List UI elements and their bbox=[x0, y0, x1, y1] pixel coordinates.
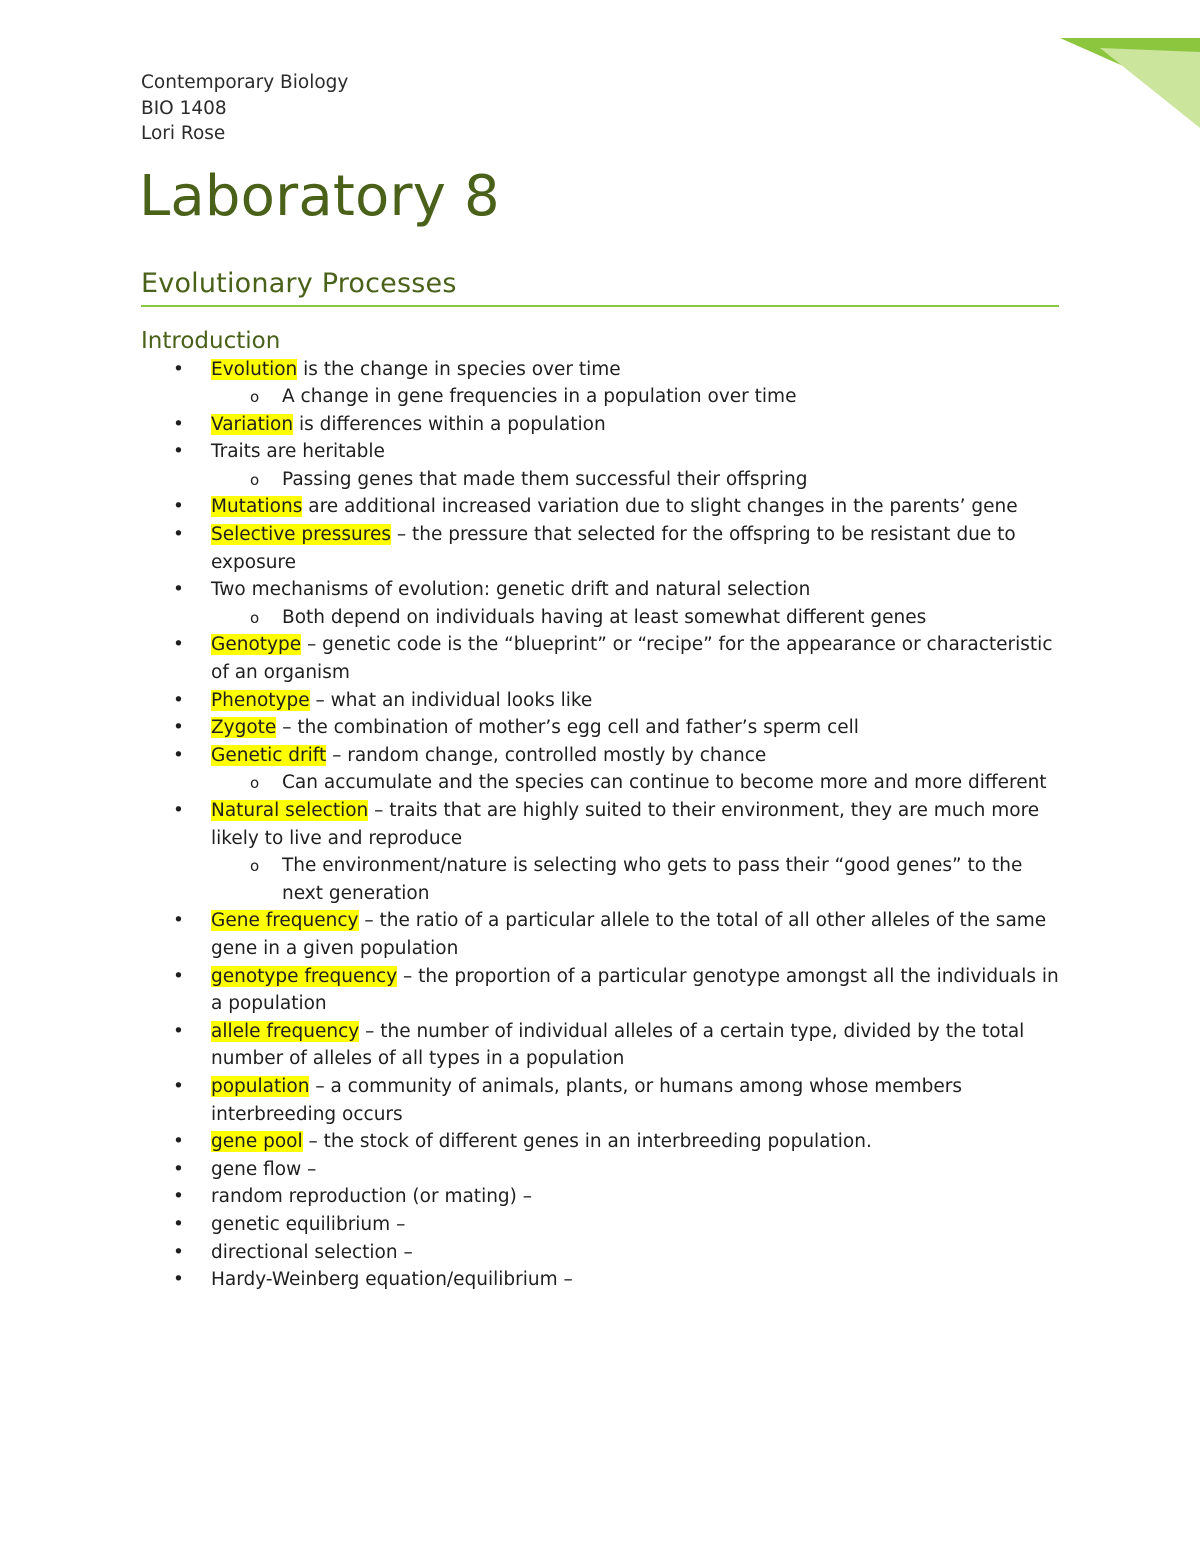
corner-leaf-light bbox=[1100, 48, 1200, 128]
item-text: is differences within a population bbox=[293, 413, 606, 435]
sub-list-item bbox=[141, 466, 1059, 494]
sub-item-text: Can accumulate and the species can continue to become more and more different bbox=[282, 772, 1047, 794]
highlighted-term: Selective pressures bbox=[211, 524, 391, 546]
bullet-icon: • bbox=[173, 965, 184, 987]
highlighted-term: Natural selection bbox=[211, 800, 369, 821]
bullet-icon: • bbox=[173, 358, 184, 380]
bullet-icon: • bbox=[173, 1269, 184, 1291]
bullet-icon: • bbox=[173, 1186, 184, 1208]
highlighted-term: allele frequency bbox=[211, 1020, 360, 1042]
item-text: – random change, controlled mostly by chance bbox=[326, 744, 767, 766]
list-item bbox=[141, 438, 1059, 466]
bullet-icon: • bbox=[173, 1131, 184, 1153]
highlighted-term: Gene frequency bbox=[211, 910, 359, 932]
highlighted-term: Mutations bbox=[211, 496, 303, 518]
list-item bbox=[141, 1018, 1059, 1073]
bullet-icon: • bbox=[173, 413, 184, 435]
item-text: – the proportion of a particular genotype amongst all the individuals in a population bbox=[211, 965, 1059, 1015]
sub-item-text: Passing genes that made them successful their offspring bbox=[282, 468, 808, 490]
highlighted-term: gene pool bbox=[211, 1131, 303, 1153]
list-item bbox=[141, 963, 1059, 1018]
sub-list-item bbox=[141, 769, 1059, 797]
item-text: – a community of animals, plants, or humans among whose members interbreeding occurs bbox=[211, 1075, 963, 1125]
bullet-icon: • bbox=[173, 800, 184, 821]
document-page bbox=[141, 70, 1059, 1294]
sub-list-item bbox=[141, 383, 1059, 411]
list-item bbox=[141, 411, 1059, 439]
item-text: directional selection – bbox=[211, 1241, 413, 1263]
sub-item-text: Both depend on individuals having at least somewhat different genes bbox=[282, 606, 927, 628]
highlighted-term: Zygote bbox=[211, 717, 277, 739]
highlighted-term: Phenotype bbox=[211, 689, 310, 711]
list-item bbox=[141, 1073, 1059, 1128]
item-text: Hardy-Weinberg equation/equilibrium – bbox=[211, 1269, 573, 1291]
author-name: Lori Rose bbox=[141, 123, 226, 144]
list-item bbox=[141, 687, 1059, 715]
sub-bullet-icon: o bbox=[250, 388, 260, 407]
item-text: Two mechanisms of evolution: genetic drift and natural selection bbox=[211, 579, 811, 601]
list-item bbox=[141, 1239, 1059, 1267]
highlighted-term: Genetic drift bbox=[211, 744, 327, 766]
list-item bbox=[141, 356, 1059, 384]
sub-list-item bbox=[141, 604, 1059, 632]
highlighted-term: population bbox=[211, 1075, 310, 1097]
list-item bbox=[141, 521, 1059, 576]
list-item bbox=[141, 1183, 1059, 1211]
sub-bullet-icon: o bbox=[250, 608, 260, 627]
bullet-icon: • bbox=[173, 1213, 184, 1235]
list-item bbox=[141, 1156, 1059, 1184]
list-item bbox=[141, 631, 1059, 686]
highlighted-term: Genotype bbox=[211, 634, 302, 656]
bullet-icon: • bbox=[173, 1241, 184, 1263]
list-item bbox=[141, 576, 1059, 604]
sub-item-text: The environment/nature is selecting who gets to pass their “good genes” to the next generation bbox=[282, 855, 1023, 904]
definition-list bbox=[141, 356, 1059, 1294]
sub-bullet-icon: o bbox=[250, 470, 260, 489]
item-text: – the pressure that selected for the offspring to be resistant due to exposure bbox=[211, 524, 1016, 573]
list-item bbox=[141, 714, 1059, 742]
item-text: genetic equilibrium – bbox=[211, 1213, 406, 1235]
bullet-icon: • bbox=[173, 1020, 184, 1042]
sub-bullet-icon: o bbox=[250, 774, 260, 793]
page-subtitle: Evolutionary Processes bbox=[141, 267, 457, 299]
list-item bbox=[141, 1128, 1059, 1156]
corner-decoration bbox=[1060, 0, 1200, 130]
course-code: BIO 1408 bbox=[141, 97, 227, 119]
sub-item-text: A change in gene frequencies in a population over time bbox=[282, 386, 797, 408]
item-text: – the stock of different genes in an interbreeding population. bbox=[302, 1131, 872, 1153]
item-text: – what an individual looks like bbox=[309, 689, 593, 711]
item-text: – the number of individual alleles of a certain type, divided by the total number of alleles of all types in a population bbox=[211, 1020, 1025, 1070]
sub-bullet-icon: o bbox=[250, 857, 260, 876]
highlighted-term: genotype frequency bbox=[211, 965, 398, 987]
bullet-icon: • bbox=[173, 496, 184, 518]
list-item bbox=[141, 797, 1059, 852]
bullet-icon: • bbox=[173, 1158, 184, 1180]
bullet-icon: • bbox=[173, 1075, 184, 1097]
list-item bbox=[141, 1211, 1059, 1239]
sub-list-item bbox=[141, 852, 1059, 907]
bullet-icon: • bbox=[173, 744, 184, 766]
bullet-icon: • bbox=[173, 910, 184, 932]
course-name: Contemporary Biology bbox=[141, 72, 349, 93]
bullet-icon: • bbox=[173, 689, 184, 711]
bullet-icon: • bbox=[173, 717, 184, 739]
highlighted-term: Variation bbox=[211, 413, 294, 435]
bullet-icon: • bbox=[173, 634, 184, 656]
highlighted-term: Evolution bbox=[211, 358, 298, 380]
item-text: random reproduction (or mating) – bbox=[211, 1186, 533, 1208]
item-text: – the ratio of a particular allele to the total of all other alleles of the same gene in a given population bbox=[211, 910, 1047, 959]
bullet-icon: • bbox=[173, 524, 184, 546]
section-heading: Introduction bbox=[141, 327, 281, 354]
item-text: is the change in species over time bbox=[297, 358, 621, 380]
bullet-icon: • bbox=[173, 441, 184, 463]
item-text: – traits that are highly suited to their environment, they are much more likely to live and reproduce bbox=[211, 800, 1040, 849]
list-item bbox=[141, 907, 1059, 962]
list-item bbox=[141, 493, 1059, 521]
item-text: – genetic code is the “blueprint” or “recipe” for the appearance or characteristic of an organism bbox=[211, 634, 1053, 684]
bullet-icon: • bbox=[173, 579, 184, 601]
item-text: Traits are heritable bbox=[211, 441, 385, 463]
page-title: Laboratory 8 bbox=[139, 163, 500, 229]
list-item bbox=[141, 742, 1059, 770]
item-text: – the combination of mother’s egg cell and father’s sperm cell bbox=[276, 717, 859, 739]
item-text: gene flow – bbox=[211, 1158, 317, 1180]
heading-rule bbox=[141, 305, 1059, 307]
item-text: are additional increased variation due to slight changes in the parents’ gene bbox=[302, 496, 1018, 518]
list-item bbox=[141, 1266, 1059, 1294]
